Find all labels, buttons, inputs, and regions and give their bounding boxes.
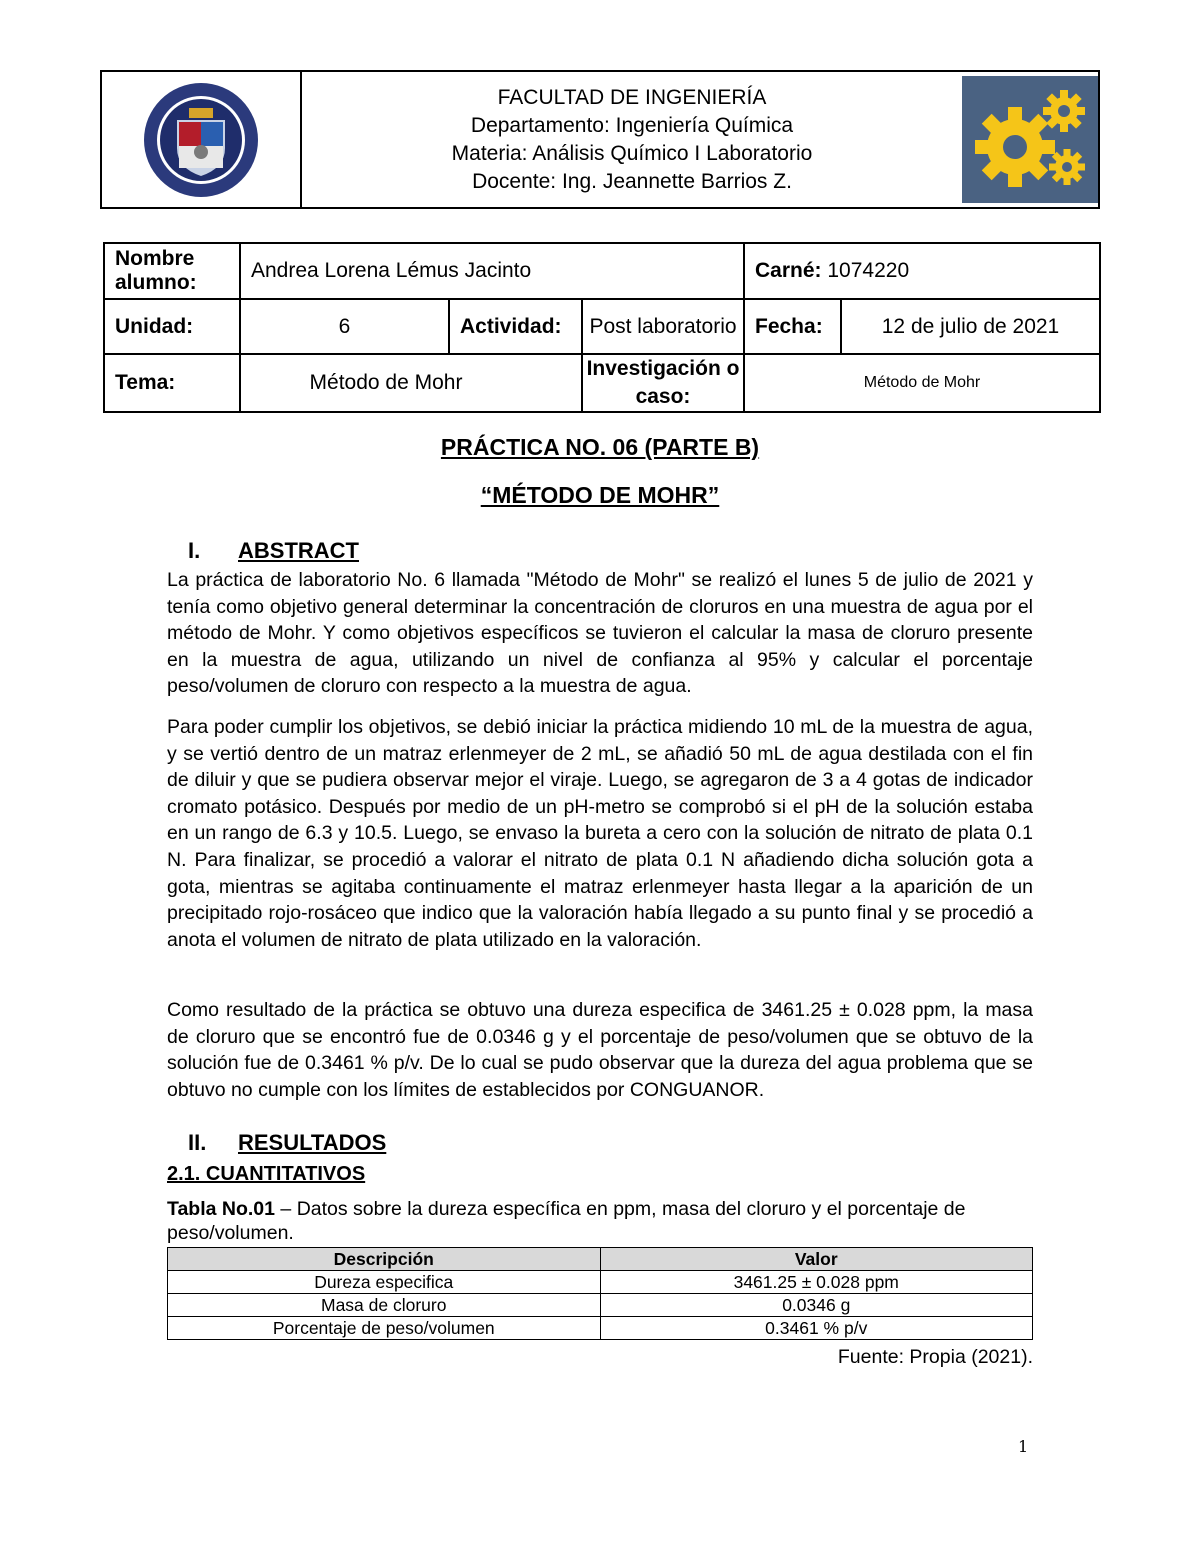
teacher-name: Docente: Ing. Jeannette Barrios Z. (472, 169, 792, 193)
university-seal-icon (141, 80, 261, 200)
carne-label: Carné: (755, 259, 822, 282)
student-info-table (103, 242, 1101, 413)
unit-label: Unidad: (104, 299, 240, 354)
practice-title: PRÁCTICA NO. 06 (PARTE B) (440, 434, 760, 460)
table-cell-description: Dureza especifica (168, 1271, 601, 1294)
table-cell-value: 3461.25 ± 0.028 ppm (600, 1271, 1033, 1294)
carne-cell (744, 243, 1100, 299)
table-cell-value: 0.3461 % p/v (600, 1317, 1033, 1340)
results-title: RESULTADOS (238, 1130, 387, 1155)
activity-label: Actividad: (449, 299, 582, 354)
column-header-description: Descripción (168, 1248, 601, 1271)
abstract-heading (188, 538, 359, 564)
quantitative-subheading: 2.1. CUANTITATIVOS (167, 1163, 366, 1185)
case-value: Método de Mohr (744, 354, 1100, 412)
abstract-paragraph-3: Como resultado de la práctica se obtuvo una dureza especifica de 3461.25 ± 0.028 ppm, la masa de cloruro que se encontró fue de 0.0346 g y el porcentaje de peso/volumen que se obtuvo de la solución fue de 0.3461 % p/v. De lo cual se pudo observar que la dureza del agua problema que se obtuvo no cumple con los límites de establecidos por CONGUANOR. (167, 999, 1033, 1101)
case-label: Investigación o caso: (582, 354, 744, 412)
carne-value: 1074220 (827, 259, 910, 282)
gears-icon (967, 81, 1093, 199)
table-caption-text: – Datos sobre la dureza específica en ppm, masa del cloruro y el porcentaje de peso/volumen. (167, 1198, 966, 1244)
table-cell-description: Masa de cloruro (168, 1294, 601, 1317)
table-row (168, 1271, 1033, 1294)
table-row (168, 1317, 1033, 1340)
header-text (302, 72, 962, 207)
date-value: 12 de julio de 2021 (841, 299, 1100, 354)
table-caption-label: Tabla No.01 (167, 1198, 276, 1220)
table-caption (167, 1197, 1033, 1245)
abstract-number: I. (188, 538, 201, 563)
activity-value: Post laboratorio (582, 299, 744, 354)
student-name-value: Andrea Lorena Lémus Jacinto (240, 243, 744, 299)
unit-value: 6 (240, 299, 449, 354)
table-cell-value: 0.0346 g (600, 1294, 1033, 1317)
abstract-paragraph-2: Para poder cumplir los objetivos, se debió iniciar la práctica midiendo 10 mL de la muestra de agua, y se vertió dentro de un matraz erlenmeyer de 2 mL, se añadió 50 mL de agua destilada con el fin de diluir y que se pudiera observar mejor el viraje. Luego, se agregaron de 3 a 4 gotas de indicador cromato potásico. Después por medio de un pH-metro se comprobó si el pH de la solución estaba en un rango de 6.3 y 10.5. Luego, se envaso la bureta a cero con la solución de nitrato de plata 0.1 N. Para finalizar, se procedió a valorar el nitrato de plata 0.1 N añadiendo dicha solución gota a gota, mientras se agitaba continuamente el matraz erlenmeyer hasta llegar a la aparición de un precipitado rojo-rosáceo que indico que la valoración había llegado a su punto final y se procedió a anota el volumen de nitrato de plata utilizado en la valoración. (167, 716, 1033, 951)
method-title: “MÉTODO DE MOHR” (480, 482, 720, 508)
table-row (168, 1294, 1033, 1317)
table-source: Fuente: Propia (2021). (837, 1346, 1033, 1368)
table-cell-description: Porcentaje de peso/volumen (168, 1317, 601, 1340)
student-name-label: Nombre alumno: (104, 243, 240, 299)
topic-label: Tema: (104, 354, 240, 412)
abstract-title: ABSTRACT (238, 538, 359, 563)
column-header-value: Valor (600, 1248, 1033, 1271)
topic-value: Método de Mohr (240, 354, 582, 412)
faculty-name: FACULTAD DE INGENIERÍA (497, 85, 767, 109)
date-label: Fecha: (744, 299, 841, 354)
logo-cell (102, 72, 302, 207)
abstract-paragraph-1: La práctica de laboratorio No. 6 llamada "Método de Mohr" se realizó el lunes 5 de julio de 2021 y tenía como objetivo general determinar la concentración de cloruros en una muestra de agua por el método de Mohr. Y como objetivos específicos se tuvieron el calcular la masa de cloruro presente en la muestra de agua, utilizando un nivel de confianza al 95% y calcular el porcentaje peso/volumen de cloruro con respecto a la muestra de agua. (167, 569, 1033, 698)
document-header (100, 70, 1100, 209)
results-table (167, 1247, 1033, 1340)
page-number: 1 (1018, 1437, 1029, 1456)
subject-name: Materia: Análisis Químico I Laboratorio (451, 141, 813, 165)
gear-panel (962, 76, 1098, 203)
results-number: II. (188, 1130, 207, 1155)
department-name: Departamento: Ingeniería Química (470, 113, 794, 137)
results-heading (188, 1130, 386, 1156)
